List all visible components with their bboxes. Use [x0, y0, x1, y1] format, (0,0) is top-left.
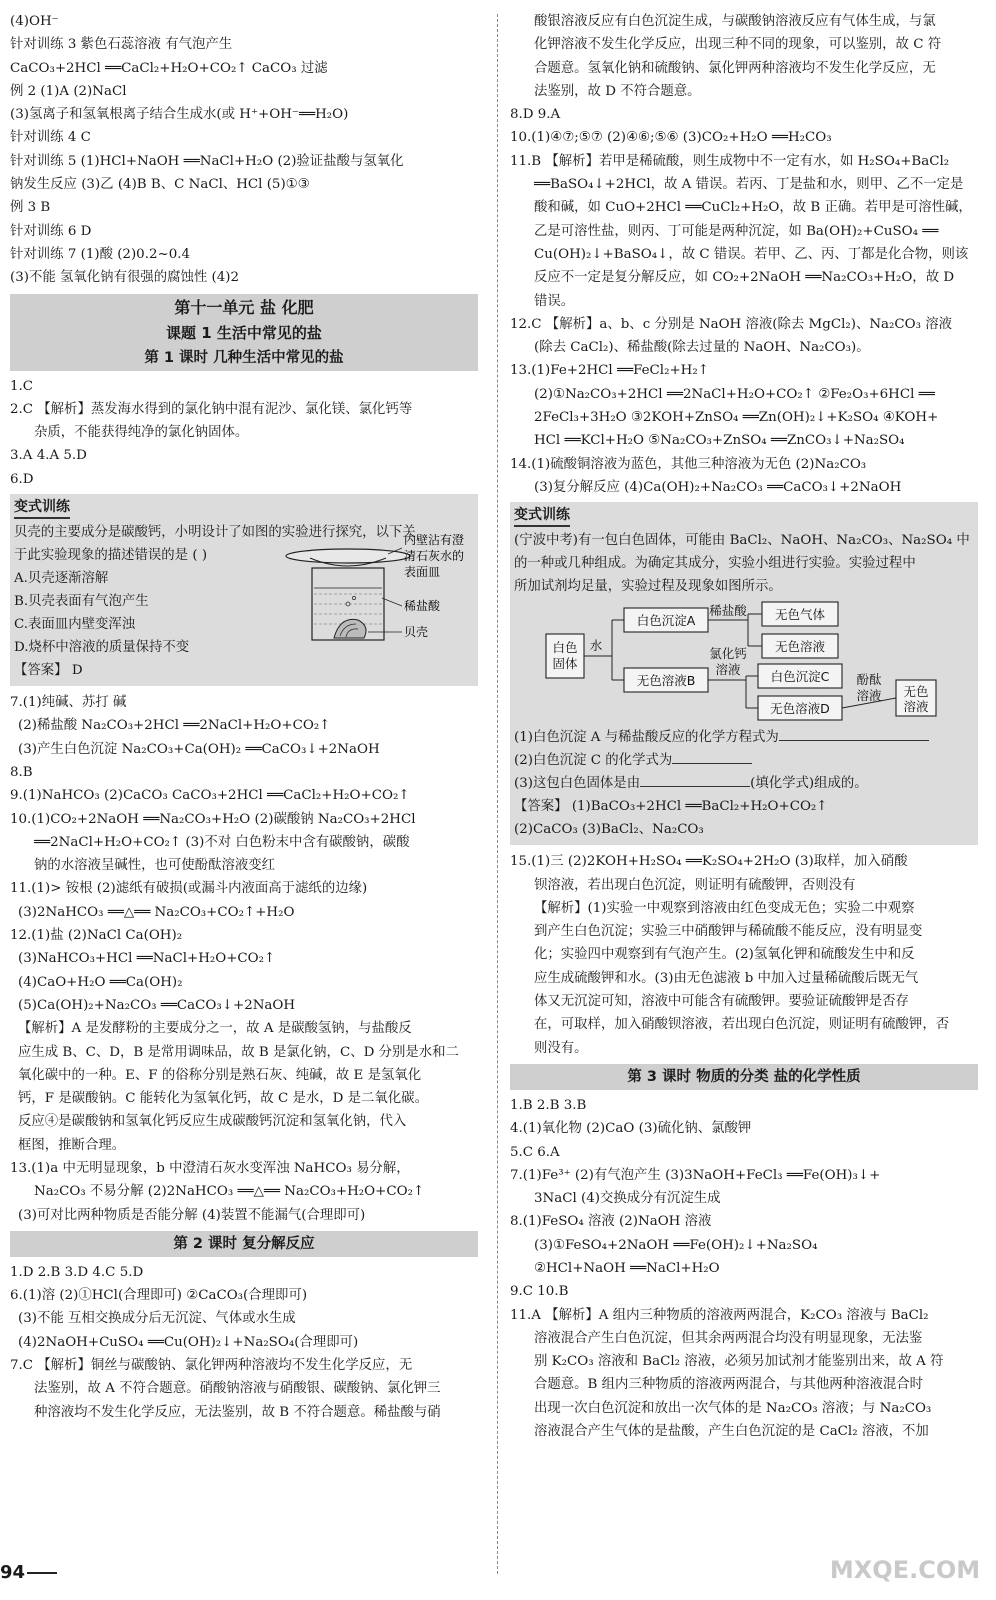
answer-line: 针对训练 3 紫色石蕊溶液 有气泡产生: [10, 37, 233, 53]
answer-line: 到产生白色沉淀；实验三中硝酸钾与稀硫酸不能反应，没有明显变: [534, 924, 923, 940]
answers-period2: [10, 1261, 478, 1424]
answer-line: (4)2NaOH+CuSO₄ ══Cu(OH)₂↓+Na₂SO₄(合理即可): [18, 1334, 359, 1350]
answers-period3: [510, 1094, 978, 1443]
answer-line: 11.B 【解析】若甲是稀硫酸，则生成物中不一定有水，如 H₂SO₄+BaCl₂: [510, 153, 950, 169]
answer-line: (3)2NaHCO₃ ══△══ Na₂CO₃+CO₂↑+H₂O: [18, 904, 295, 920]
answer-line: 钡溶液，若出现白色沉淀，则证明有硫酸钾，否则没有: [534, 877, 856, 893]
answer-line: Na₂CO₃ 不易分解 (2)2NaHCO₃ ══△══ Na₂CO₃+H₂O+CO₂↑: [34, 1184, 425, 1200]
answer-line: 13.(1)Fe+2HCl ══FeCl₂+H₂↑: [510, 363, 709, 379]
answer-line: 【解析】(1)实验一中观察到溶液由红色变成无色；实验二中观察: [534, 900, 915, 916]
svg-text:MXQE.COM: MXQE.COM: [830, 1556, 980, 1584]
answer-line: 11.(1)> 铵根 (2)滤纸有破损(或漏斗内液面高于滤纸的边缘): [10, 881, 368, 897]
answer-line: (3)复分解反应 (4)Ca(OH)₂+Na₂CO₃ ══CaCO₃↓+2NaOH: [534, 479, 902, 495]
answer-line: 7.(1)Fe³⁺ (2)有气泡产生 (3)3NaOH+FeCl₃ ══Fe(OH)₃↓+: [510, 1167, 881, 1183]
answer-line: 5.C 6.A: [510, 1144, 560, 1160]
answer-line: 针对训练 6 D: [10, 223, 92, 239]
answer-line: CaCO₃+2HCl ══CaCl₂+H₂O+CO₂↑ CaCO₃ 过滤: [10, 60, 328, 76]
fig-label-3: 表面皿: [404, 565, 441, 580]
answer-line: (3)NaHCO₃+HCl ══NaCl+H₂O+CO₂↑: [18, 951, 276, 967]
variant-line: C.表面皿内壁变浑浊: [14, 617, 136, 633]
page-number: 94: [0, 1562, 57, 1583]
answer-line: 体又无沉淀可知，溶液中可能含有硫酸钾。要验证硫酸钾是否存: [534, 994, 909, 1010]
variant2-q2: (2)白色沉淀 C 的化学式为: [514, 749, 974, 772]
flow-start-1: 白色: [552, 640, 578, 656]
variant-line: 贝壳的主要成分是碳酸钙，小明设计了如图的实验进行探究，以下关: [14, 525, 416, 541]
variant-exercise-2: [510, 502, 978, 845]
answer-line: ══2NaCl+H₂O+CO₂↑ (3)不对 白色粉末中含有碳酸钠，碳酸: [34, 834, 410, 850]
fig-label-2: 清石灰水的: [404, 549, 465, 564]
answer-line: 应生成 B、C、D，B 是常用调味品，故 B 是氯化钠，C、D 分别是水和二: [18, 1044, 459, 1060]
answer-line: Cu(OH)₂↓+BaSO₄↓，故 C 错误。若甲、乙、丙、丁都是化合物，则该: [534, 246, 969, 262]
variant-line: B.贝壳表面有气泡产生: [14, 594, 149, 610]
answer-line: 7.(1)纯碱、苏打 碱: [10, 695, 127, 711]
flow-sol-b: 无色溶液B: [636, 673, 696, 689]
answer-line: ②HCl+NaOH ══NaCl+H₂O: [534, 1260, 720, 1276]
answer-line: 钠发生反应 (3)乙 (4)B B、C NaCl、HCl (5)①③: [10, 177, 310, 193]
variant-line: A.贝壳逐渐溶解: [14, 571, 109, 587]
answer-line: 6.D: [10, 471, 34, 487]
answer-line: (2)稀盐酸 Na₂CO₃+2HCl ══2NaCl+H₂O+CO₂↑: [18, 718, 331, 734]
unit-title: 第十一单元 盐 化肥: [10, 294, 478, 321]
flow-phen2: 溶液: [856, 688, 882, 704]
answer-line: 酸银溶液反应有白色沉淀生成，与碳酸钠溶液反应有气体生成，与氯: [534, 14, 936, 29]
answer-line: 反应④是碳酸钠和氢氧化钙反应生成碳酸钙沉淀和氢氧化钠，代入: [18, 1114, 407, 1130]
answer-line: HCl ══KCl+H₂O ⑤Na₂CO₃+ZnSO₄ ══ZnCO₃↓+Na₂SO₄: [534, 433, 905, 449]
site-watermark: [830, 1548, 980, 1590]
variant2-q1: (1)白色沉淀 A 与稀盐酸反应的化学方程式为: [514, 726, 974, 749]
answer-line: 杂质，不能获得纯净的氯化钠固体。: [34, 425, 249, 441]
fig-label-5: 贝壳: [404, 625, 429, 640]
answer-line: (3)不能 氢氧化钠有很强的腐蚀性 (4)2: [10, 270, 240, 286]
answer-line: 3NaCl (4)交换成分有沉淀生成: [534, 1191, 721, 1207]
answer-line: 10.(1)CO₂+2NaOH ══Na₂CO₃+H₂O (2)碳酸钠 Na₂CO₃+2HCl: [10, 811, 416, 827]
flow-reagent1: 氯化钙: [709, 646, 747, 662]
answers-period1-b: [10, 691, 478, 1227]
answers-q15: [510, 850, 978, 1060]
flow-water: 水: [589, 638, 603, 654]
period2-title: 第 2 课时 复分解反应: [10, 1231, 478, 1257]
answer-line: 15.(1)三 (2)2KOH+H₂SO₄ ══K₂SO₄+2H₂O (3)取样，加入硝酸: [510, 854, 908, 870]
answer-line: 钙，F 是碳酸钠。C 能转化为氢氧化钙，故 C 是水，D 是二氧化碳。: [18, 1091, 428, 1107]
answer-line: 1.D 2.B 3.D 4.C 5.D: [10, 1264, 144, 1280]
answer-line: (3)产生白色沉淀 Na₂CO₃+Ca(OH)₂ ══CaCO₃↓+2NaOH: [18, 741, 380, 757]
answer-line: 3.A 4.A 5.D: [10, 448, 87, 464]
period3-title: 第 3 课时 物质的分类 盐的化学性质: [510, 1064, 978, 1090]
variant2-q3: (3)这包白色固体是由 (填化学式)组成的。: [514, 772, 974, 795]
flow-final2: 溶液: [903, 699, 929, 715]
answer-line: (2)①Na₂CO₃+2HCl ══2NaCl+H₂O+CO₂↑ ②Fe₂O₃+6HCl ══: [534, 386, 935, 402]
answer-line: 6.(1)溶 (2)①HCl(合理即可) ②CaCO₃(合理即可): [10, 1288, 308, 1304]
period1-title: 第 1 课时 几种生活中常见的盐: [10, 346, 478, 371]
answer-line: 8.B: [10, 764, 33, 780]
answer-line: 10.(1)④⑦;⑤⑦ (2)④⑥;⑤⑥ (3)CO₂+H₂O ══H₂CO₃: [510, 130, 832, 146]
answer-line: 钠的水溶液呈碱性，也可使酚酞溶液变红: [34, 858, 276, 874]
answer-line: 合题意。氢氧化钠和硫酸钠、氯化钾两种溶液均不发生化学反应，无: [534, 60, 936, 76]
answer-line: (5)Ca(OH)₂+Na₂CO₃ ══CaCO₃↓+2NaOH: [18, 997, 296, 1013]
answer-line: 应生成硫酸钾和水。(3)由无色滤液 b 中加入过量稀硫酸后既无气: [534, 970, 919, 986]
variant-line: 于此实验现象的描述错误的是 ( ): [14, 548, 208, 564]
variant-line: 所加试剂均足量，实验过程及现象如图所示。: [514, 579, 782, 595]
answer-line: 在，可取样，加入硝酸钡溶液，若出现白色沉淀，则证明有硫酸钾，否: [534, 1017, 950, 1033]
variant-line: (宁波中考)有一包白色固体，可能由 BaCl₂、NaOH、Na₂CO₃、Na₂SO₄ 中: [514, 533, 970, 549]
fig-label-4: 稀盐酸: [404, 599, 441, 614]
variant-exercise-1: [10, 494, 478, 686]
answer-line: 9.(1)NaHCO₃ (2)CaCO₃ CaCO₃+2HCl ══CaCl₂+H₂O+CO₂↑: [10, 788, 410, 804]
answer-line: 别 K₂CO₃ 溶液和 BaCl₂ 溶液，必须另加试剂才能鉴别出来，故 A 符: [534, 1354, 944, 1370]
variant-line: D.烧杯中溶液的质量保持不变: [14, 640, 190, 656]
answer-line: 1.C: [10, 378, 34, 394]
answer-line: 化钾溶液不发生化学反应，出现三种不同的现象，可以鉴别，故 C 符: [534, 37, 942, 53]
answer-line: (除去 CaCl₂)、稀盐酸(除去过量的 NaOH、Na₂CO₃)。: [534, 340, 870, 356]
answer-line: (3)①FeSO₄+2NaOH ══Fe(OH)₂↓+Na₂SO₄: [534, 1237, 818, 1253]
flow-reagent2: 溶液: [715, 662, 741, 678]
answer-line: 针对训练 5 (1)HCl+NaOH ══NaCl+H₂O (2)验证盐酸与氢氧化: [10, 153, 404, 169]
answer-line: 12.C 【解析】a、b、c 分别是 NaOH 溶液(除去 MgCl₂)、Na₂CO₃ 溶液: [510, 316, 953, 332]
answer-line: (3)氢离子和氢氧根离子结合生成水(或 H⁺+OH⁻══H₂O): [10, 107, 349, 123]
answer-line: 乙是可溶性盐，则丙、丁可能是两种沉淀，如 Ba(OH)₂+CuSO₄ ══: [534, 223, 939, 239]
lesson-title: 课题 1 生活中常见的盐: [10, 321, 478, 346]
left-column: [10, 10, 478, 1424]
answer-line: 法鉴别，故 D 不符合题意。: [534, 83, 701, 99]
answer-line: (4)OH⁻: [10, 14, 59, 29]
answer-line: (3)可对比两种物质是否能分解 (4)装置不能漏气(合理即可): [18, 1207, 366, 1223]
answer-line: ══BaSO₄↓+2HCl，故 A 错误。若丙、丁是盐和水，则甲、乙不一定是: [534, 177, 964, 193]
answer-line: 14.(1)硫酸铜溶液为蓝色，其他三种溶液为无色 (2)Na₂CO₃: [510, 456, 867, 472]
flow-sol-d: 无色溶液D: [770, 701, 830, 717]
flow-final1: 无色: [903, 684, 929, 700]
answer-line: 错误。: [534, 293, 575, 309]
answer-line: 4.(1)氧化物 (2)CaO (3)硫化钠、氯酸钾: [510, 1121, 752, 1137]
answer-line: 例 2 (1)A (2)NaCl: [10, 83, 127, 99]
flow-ppt-a: 白色沉淀A: [636, 613, 696, 629]
variant2-answer1: 【答案】 (1)BaCO₃+2HCl ══BaCl₂+H₂O+CO₂↑: [514, 799, 828, 815]
variant2-answer2: (2)CaCO₃ (3)BaCl₂、Na₂CO₃: [514, 822, 704, 838]
answer-line: 种溶液均不发生化学反应，无法鉴别，故 B 不符合题意。稀盐酸与硝: [34, 1404, 441, 1420]
answer-line: 溶液混合产生气体的是盐酸，产生白色沉淀的是 CaCl₂ 溶液，不加: [534, 1424, 929, 1440]
variant-title: 变式训练: [514, 505, 570, 527]
flow-ppt-c: 白色沉淀C: [770, 669, 830, 685]
answer-line: 针对训练 7 (1)酸 (2)0.2~0.4: [10, 246, 190, 262]
flow-start-2: 固体: [552, 656, 578, 672]
flow-sol1: 无色溶液: [774, 639, 826, 655]
variant-line: 的一种或几种组成。为确定其成分，实验小组进行实验。实验过程中: [514, 556, 916, 572]
answer-line: 框图，推断合理。: [18, 1137, 126, 1153]
variant-title: 变式训练: [14, 497, 70, 519]
flow-phen1: 酚酞: [856, 672, 882, 688]
right-column: [510, 10, 978, 1443]
answers-chapter10: [10, 10, 478, 290]
variant2-text: [514, 529, 974, 598]
answer-line: 氧化碳中的一种。E、F 的俗称分别是熟石灰、纯碱，故 E 是氢氧化: [18, 1067, 422, 1083]
shell-experiment-figure: [278, 534, 478, 644]
answer-line: 2FeCl₃+3H₂O ③2KOH+ZnSO₄ ══Zn(OH)₂↓+K₂SO₄ ④KOH+: [534, 410, 939, 426]
answer-line: 11.A 【解析】A 组内三种物质的溶液两两混合，K₂CO₃ 溶液与 BaCl₂: [510, 1307, 929, 1323]
answers-period2-cont: [510, 10, 978, 499]
answer-line: 溶液混合产生白色沉淀，但其余两两混合均没有明显现象，无法鉴: [534, 1330, 923, 1346]
answer-line: 例 3 B: [10, 200, 51, 216]
answer-line: 针对训练 4 C: [10, 130, 91, 146]
answer-line: 合题意。B 组内三种物质的溶液两两混合，与其他两种溶液混合时: [534, 1377, 924, 1393]
answers-period1-a: [10, 375, 478, 491]
answer-line: 化；实验四中观察到有气泡产生。(2)氢氧化钾和硫酸发生中和反: [534, 947, 915, 963]
answer-line: 法鉴别，故 A 不符合题意。硝酸钠溶液与硝酸银、碳酸钠、氯化钾三: [34, 1381, 441, 1397]
answer-line: 2.C 【解析】蒸发海水得到的氯化钠中混有泥沙、氯化镁、氯化钙等: [10, 401, 413, 417]
answer-line: 7.C 【解析】铜丝与碳酸钠、氯化钾两种溶液均不发生化学反应，无: [10, 1358, 413, 1374]
answer-line: (4)CaO+H₂O ══Ca(OH)₂: [18, 974, 183, 990]
flow-gas: 无色气体: [774, 607, 826, 623]
answer-line: 则没有。: [534, 1040, 588, 1056]
answer-line: 【解析】A 是发酵粉的主要成分之一，故 A 是碳酸氢钠，与盐酸反: [18, 1021, 412, 1037]
answer-line: 8.D 9.A: [510, 107, 561, 123]
answer-line: 13.(1)a 中无明显现象，b 中澄清石灰水变浑浊 NaHCO₃ 易分解，: [10, 1160, 410, 1176]
answer-line: 8.(1)FeSO₄ 溶液 (2)NaOH 溶液: [510, 1214, 712, 1230]
fig-label-1: 内壁沾有澄: [404, 534, 465, 548]
answer-line: 出现一次白色沉淀和放出一次气体的是 Na₂CO₃ 溶液；与 Na₂CO₃: [534, 1400, 932, 1416]
answer-line: 酸和碱，如 CuO+2HCl ══CuCl₂+H₂O，故 B 正确。若甲是可溶性碱，: [534, 200, 972, 216]
column-divider: [497, 14, 498, 1574]
answer-line: 1.B 2.B 3.B: [510, 1097, 587, 1113]
answer-line: 9.C 10.B: [510, 1284, 569, 1300]
flowchart-figure: [516, 600, 976, 724]
flow-acid: 稀盐酸: [709, 603, 747, 619]
answer-line: 12.(1)盐 (2)NaCl Ca(OH)₂: [10, 928, 183, 944]
answer-line: 反应不一定是复分解反应，如 CO₂+2NaOH ══Na₂CO₃+H₂O，故 D: [534, 270, 955, 286]
variant-line: 【答案】 D: [14, 663, 83, 679]
answer-line: (3)不能 互相交换成分后无沉淀、气体或水生成: [18, 1311, 296, 1327]
